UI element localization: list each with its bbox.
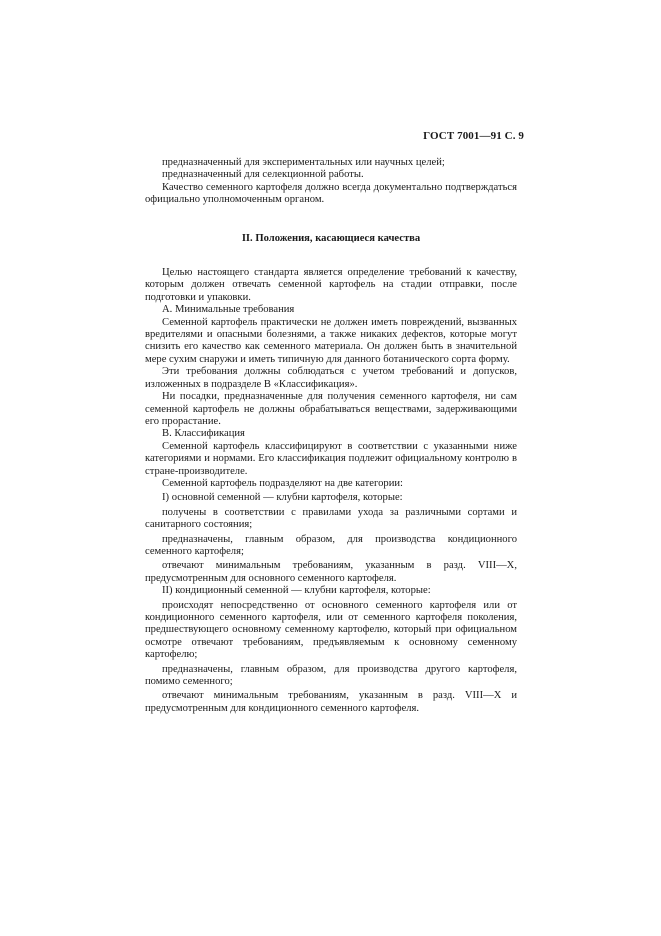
paragraph: Семенной картофель практически не должен иметь повреждений, вызванных вредителями и опасными болезнями, а также никаких дефектов, которые могут снизить его качество как семенного материала. Он должен быть в значительной мере сухим снаружи и иметь типичную для данного ботанического сорта форму.: [145, 316, 517, 365]
document-body: [145, 157, 517, 715]
paragraph: предназначенный для экспериментальных или научных целей;: [162, 157, 445, 168]
page-header: ГОСТ 7001—91 С. 9: [423, 130, 524, 142]
paragraph: отвечают минимальным требованиям, указанным в разд. VIII—X и предусмотренным для кондиционного семенного картофеля.: [145, 690, 517, 714]
paragraph: получены в соответствии с правилами ухода за различными сортами и санитарного состояния;: [145, 506, 517, 531]
paragraph: происходят непосредственно от основного семенного картофеля или от кондиционного семенного картофеля, или от семенного картофеля поколения, предшествующего основному семенному картофелю, который при официальном осмотре отвечают требованиям, предъявляемым к основному семенному картофелю;: [145, 599, 517, 661]
paragraph: Семенной картофель классифицируют в соответствии с указанными ниже категориями и нормами. Его классификация подлежит официальному контролю в стране-производителе.: [145, 440, 517, 477]
paragraph: предназначены, главным образом, для производства другого картофеля, помимо семенного;: [145, 663, 517, 688]
paragraph: предназначены, главным образом, для производства кондиционного семенного картофеля;: [145, 533, 517, 557]
paragraph: Семенной картофель подразделяют на две категории:: [162, 477, 403, 489]
subsection-heading: В. Классификация: [162, 428, 245, 440]
paragraph: Ни посадки, предназначенные для получения семенного картофеля, ни сам семенной картофель не должны обрабатываться веществами, задерживающими его прорастание.: [145, 391, 517, 427]
paragraph: предназначенный для селекционной работы.: [162, 169, 364, 181]
list-item: II) кондиционный семенной — клубни картофеля, которые:: [162, 585, 431, 597]
subsection-heading: А. Минимальные требования: [162, 304, 295, 316]
section-title: II. Положения, касающиеся качества: [241, 232, 421, 244]
paragraph: Целью настоящего стандарта является определение требований к качеству, которым должен отвечать семенной картофель на стадии отправки, после подготовки и упаковки.: [145, 267, 517, 303]
paragraph: Качество семенного картофеля должно всегда документально подтверждаться официально уполномоченным органом.: [145, 181, 517, 206]
list-item: I) основной семенной — клубни картофеля, которые:: [162, 492, 403, 504]
paragraph: Эти требования должны соблюдаться с учетом требований и допусков, изложенных в подразделе В «Классификация».: [145, 366, 517, 390]
paragraph: отвечают минимальным требованиям, указанным в разд. VIII—X, предусмотренным для основного семенного картофеля.: [145, 560, 517, 584]
